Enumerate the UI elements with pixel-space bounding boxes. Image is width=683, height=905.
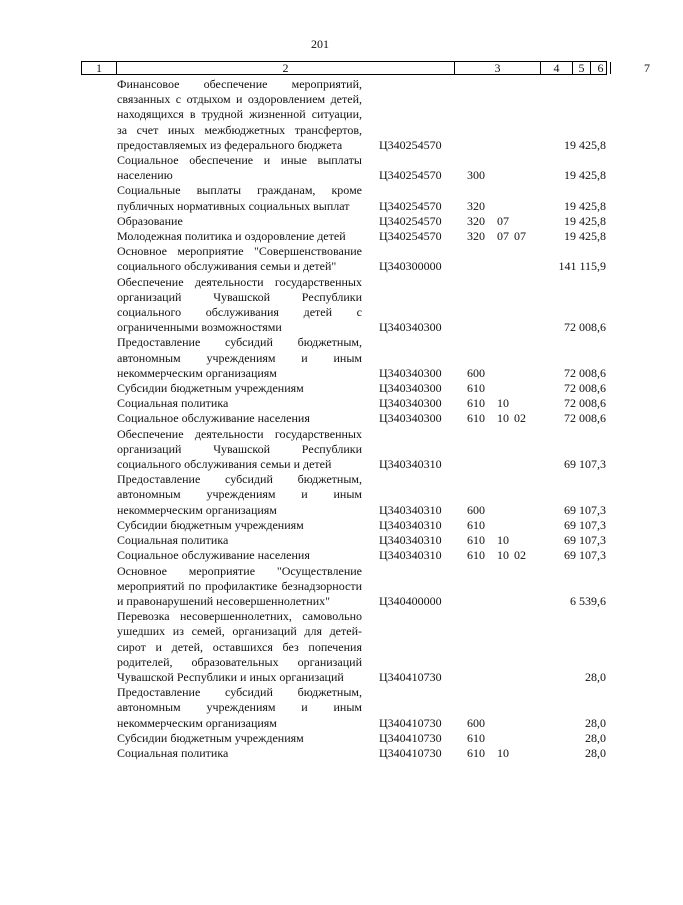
table-row xyxy=(0,731,640,746)
row-target-code: Ц340340310 xyxy=(379,548,442,563)
row-amount: 72 008,6 xyxy=(564,381,606,396)
row-expense-type: 320 xyxy=(467,213,485,228)
row-subsection: 02 xyxy=(514,548,526,563)
row-amount: 19 425,8 xyxy=(564,198,606,213)
row-description: Основное мероприятие "Осуществление мероприятий по профилактике безнадзорности и правонарушений несовершеннолетних" xyxy=(117,563,362,608)
table-row xyxy=(0,229,640,244)
row-target-code: Ц340254570 xyxy=(379,168,442,183)
row-section: 10 xyxy=(497,533,509,548)
row-expense-type: 300 xyxy=(467,168,485,183)
row-amount: 72 008,6 xyxy=(564,365,606,380)
column-header-5: 5 xyxy=(573,62,591,74)
table-row xyxy=(0,77,640,153)
table-row xyxy=(0,518,640,533)
row-description: Обеспечение деятельности государственных организаций Чувашской Республики социального обслуживания детей с ограниченными возможностями xyxy=(117,274,362,335)
row-description: Субсидии бюджетным учреждениям xyxy=(117,730,304,745)
row-target-code: Ц340410730 xyxy=(379,715,442,730)
column-header-4: 4 xyxy=(541,62,573,74)
row-expense-type: 610 xyxy=(467,548,485,563)
row-target-code: Ц340410730 xyxy=(379,745,442,760)
row-target-code: Ц340254570 xyxy=(379,213,442,228)
row-target-code: Ц340340300 xyxy=(379,411,442,426)
row-amount: 19 425,8 xyxy=(564,168,606,183)
row-description: Обеспечение деятельности государственных организаций Чувашской Республики социального обслуживания семьи и детей xyxy=(117,426,362,472)
row-amount: 28,0 xyxy=(585,669,606,684)
row-amount: 69 107,3 xyxy=(564,502,606,517)
row-section: 10 xyxy=(497,411,509,426)
row-target-code: Ц340340300 xyxy=(379,381,442,396)
row-target-code: Ц340300000 xyxy=(379,259,442,274)
table-row xyxy=(0,427,640,473)
row-expense-type: 600 xyxy=(467,365,485,380)
row-description: Финансовое обеспечение мероприятий, связанных с отдыхом и оздоровлением детей, находящихся в трудной жизненной ситуации, за счет иных межбюджетных трансфертов, предоставляемых из федерального бюджета xyxy=(117,77,362,152)
row-description: Социальная политика xyxy=(117,745,229,760)
row-description: Образование xyxy=(117,213,183,228)
row-target-code: Ц340340300 xyxy=(379,320,442,335)
row-expense-type: 610 xyxy=(467,411,485,426)
row-description: Предоставление субсидий бюджетным, автономным учреждениям и иным некоммерческим организациям xyxy=(117,685,362,730)
row-description: Предоставление субсидий бюджетным, автономным учреждениям и иным некоммерческим организациям xyxy=(117,472,362,517)
table-header xyxy=(81,61,650,75)
row-amount: 72 008,6 xyxy=(564,396,606,411)
column-header-1: 1 xyxy=(82,62,117,74)
table-row xyxy=(0,685,640,731)
row-amount: 28,0 xyxy=(585,715,606,730)
row-amount: 69 107,3 xyxy=(564,457,606,472)
table-body xyxy=(0,77,640,761)
column-header-7: 7 xyxy=(644,61,650,75)
row-section: 10 xyxy=(497,396,509,411)
row-target-code: Ц340340310 xyxy=(379,533,442,548)
table-row xyxy=(0,153,640,183)
row-amount: 69 107,3 xyxy=(564,533,606,548)
row-target-code: Ц340254570 xyxy=(379,229,442,244)
table-row xyxy=(0,533,640,548)
row-target-code: Ц340410730 xyxy=(379,669,442,684)
row-description: Социальные выплаты гражданам, кроме публичных нормативных социальных выплат xyxy=(117,183,362,213)
table-row xyxy=(0,396,640,411)
row-section: 07 xyxy=(497,229,509,244)
column-header-3: 3 xyxy=(455,62,541,74)
row-description: Социальное обслуживание населения xyxy=(117,411,310,426)
table-row xyxy=(0,244,640,274)
table-row xyxy=(0,183,640,213)
row-description: Социальное обслуживание населения xyxy=(117,548,310,563)
table-row xyxy=(0,214,640,229)
row-description: Социальная политика xyxy=(117,396,229,411)
table-row xyxy=(0,381,640,396)
row-description: Молодежная политика и оздоровление детей xyxy=(117,229,346,244)
row-amount: 19 425,8 xyxy=(564,137,606,152)
row-expense-type: 600 xyxy=(467,715,485,730)
row-expense-type: 610 xyxy=(467,533,485,548)
row-expense-type: 610 xyxy=(467,396,485,411)
row-target-code: Ц340340300 xyxy=(379,396,442,411)
row-expense-type: 610 xyxy=(467,381,485,396)
row-description: Социальная политика xyxy=(117,533,229,548)
row-target-code: Ц340340310 xyxy=(379,457,442,472)
table-row xyxy=(0,411,640,426)
row-amount: 72 008,6 xyxy=(564,320,606,335)
row-description: Предоставление субсидий бюджетным, автономным учреждениям и иным некоммерческим организациям xyxy=(117,335,362,380)
row-amount: 28,0 xyxy=(585,730,606,745)
row-target-code: Ц340400000 xyxy=(379,593,442,608)
row-amount: 72 008,6 xyxy=(564,411,606,426)
row-amount: 69 107,3 xyxy=(564,517,606,532)
row-expense-type: 600 xyxy=(467,502,485,517)
table-row xyxy=(0,275,640,336)
row-target-code: Ц340254570 xyxy=(379,198,442,213)
row-amount: 19 425,8 xyxy=(564,229,606,244)
table-row xyxy=(0,564,640,610)
table-row xyxy=(0,609,640,685)
table-row xyxy=(0,548,640,563)
page-number: 201 xyxy=(311,37,329,51)
row-description: Перевозка несовершеннолетних, самовольно ушедших из семей, организаций для детей-сирот и детей, оставшихся без попечения родителей, образовательных организаций Чувашской Республики и иных организаций xyxy=(117,609,362,684)
row-section: 10 xyxy=(497,745,509,760)
row-target-code: Ц340410730 xyxy=(379,730,442,745)
row-description: Субсидии бюджетным учреждениям xyxy=(117,517,304,532)
row-target-code: Ц340254570 xyxy=(379,137,442,152)
row-amount: 6 539,6 xyxy=(570,593,606,608)
row-description: Социальное обеспечение и иные выплаты населению xyxy=(117,153,362,183)
row-target-code: Ц340340300 xyxy=(379,365,442,380)
row-amount: 19 425,8 xyxy=(564,213,606,228)
row-expense-type: 320 xyxy=(467,198,485,213)
row-section: 07 xyxy=(497,213,509,228)
row-subsection: 02 xyxy=(514,411,526,426)
column-header-2: 2 xyxy=(117,62,455,74)
row-amount: 28,0 xyxy=(585,745,606,760)
row-amount: 69 107,3 xyxy=(564,548,606,563)
row-expense-type: 610 xyxy=(467,517,485,532)
row-expense-type: 320 xyxy=(467,229,485,244)
row-subsection: 07 xyxy=(514,229,526,244)
row-description: Субсидии бюджетным учреждениям xyxy=(117,381,304,396)
row-expense-type: 610 xyxy=(467,730,485,745)
row-section: 10 xyxy=(497,548,509,563)
row-amount: 141 115,9 xyxy=(558,259,606,274)
row-description: Основное мероприятие "Совершенствование социального обслуживания семьи и детей" xyxy=(117,244,362,274)
row-target-code: Ц340340310 xyxy=(379,502,442,517)
row-target-code: Ц340340310 xyxy=(379,517,442,532)
table-row xyxy=(0,472,640,518)
table-row xyxy=(0,335,640,381)
column-header-6: 6 xyxy=(591,62,611,74)
table-row xyxy=(0,746,640,761)
row-expense-type: 610 xyxy=(467,745,485,760)
